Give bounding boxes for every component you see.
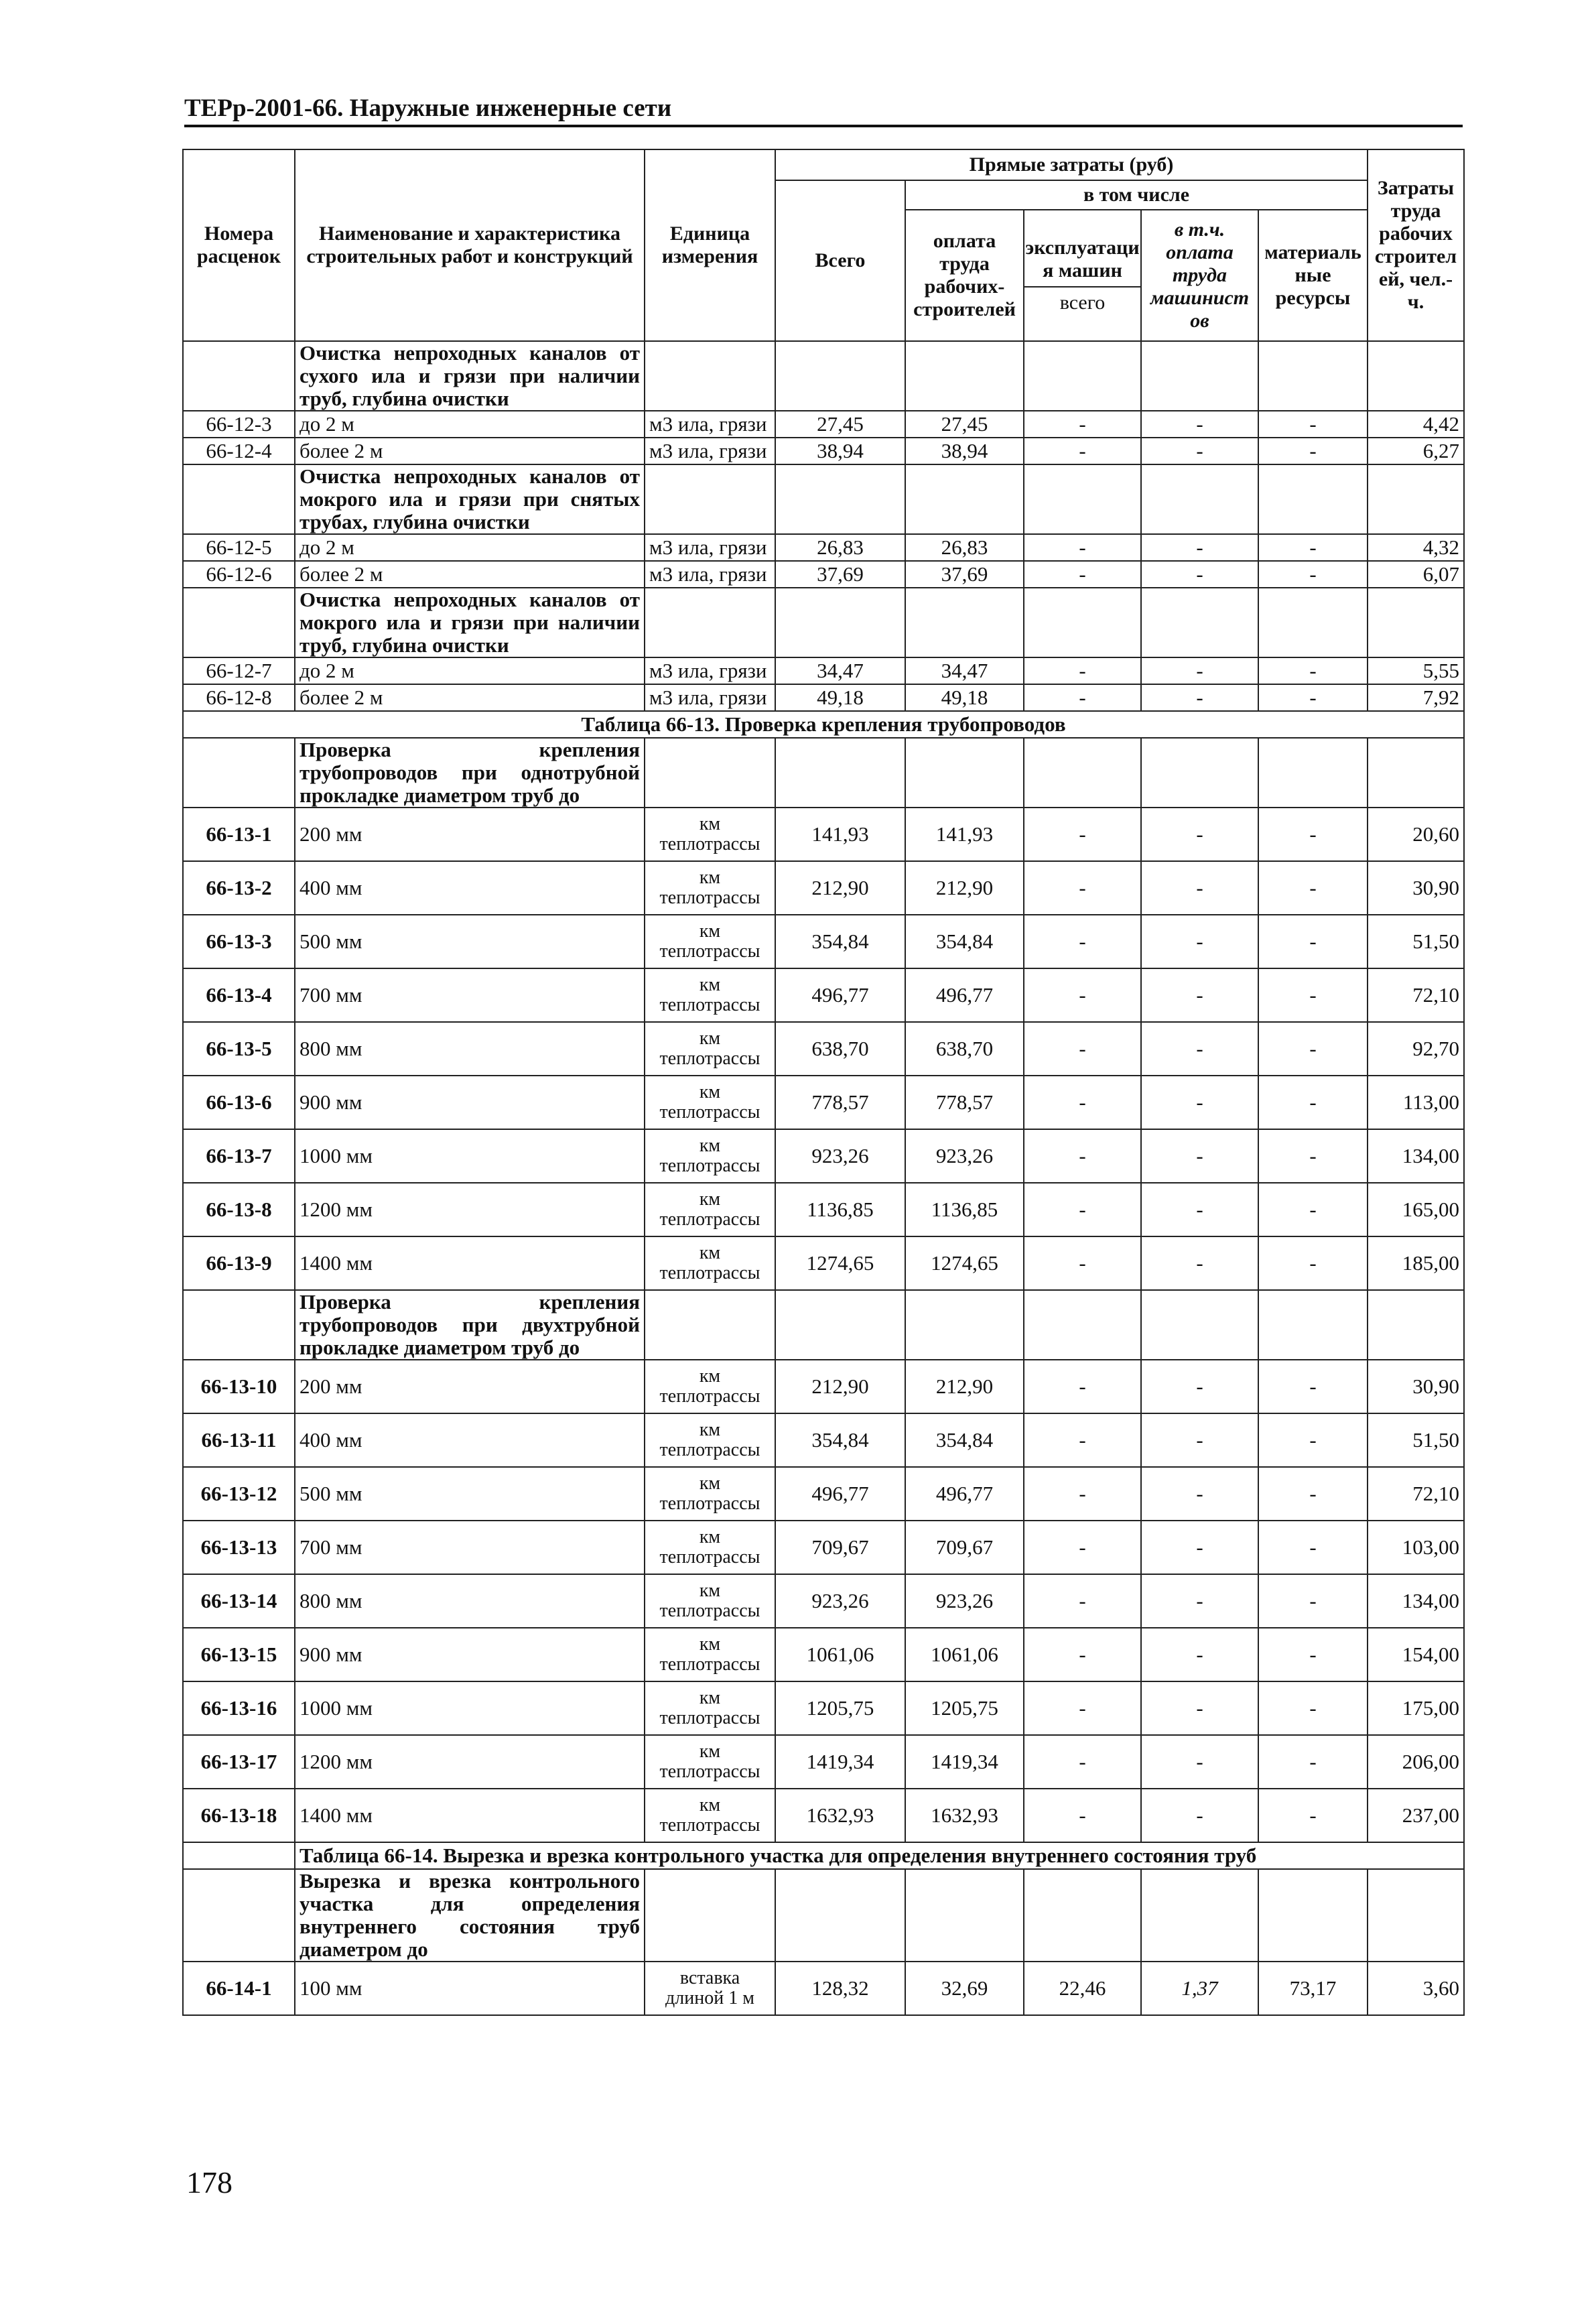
group-row [183,1290,1464,1360]
total-cost: 38,94 [775,438,905,464]
work-name: более 2 м [295,684,645,711]
col-code-header: Номера расценок [183,149,295,341]
labor-cost: 923,26 [905,1129,1024,1183]
table-row [183,1789,1464,1842]
table-row [183,1521,1464,1574]
labor-hours: 103,00 [1368,1521,1464,1574]
col-labor-header: оплата труда рабочих-строителей [905,210,1024,341]
work-name: 700 мм [295,1521,645,1574]
rate-code: 66-13-15 [183,1628,295,1681]
labor-hours: 72,10 [1368,1467,1464,1521]
machines-cost: - [1024,411,1141,438]
materials-cost: - [1258,1022,1368,1076]
machines-cost: - [1024,1681,1141,1735]
group-title: Очистка непроходных каналов от сухого ила и грязи при наличии труб, глубина очистки [295,341,645,411]
materials-cost: - [1258,1360,1368,1413]
unit: км теплотрассы [645,968,775,1022]
machines-cost: - [1024,438,1141,464]
machinist-cost: 1,37 [1141,1962,1258,2015]
work-name: 500 мм [295,915,645,968]
rate-code: 66-13-13 [183,1521,295,1574]
labor-cost: 32,69 [905,1962,1024,2015]
machines-cost: - [1024,1789,1141,1842]
machines-cost: - [1024,1521,1141,1574]
table-row [183,1129,1464,1183]
rate-code: 66-13-14 [183,1574,295,1628]
total-cost: 496,77 [775,1467,905,1521]
labor-cost: 1274,65 [905,1236,1024,1290]
table-row [183,411,1464,438]
total-cost: 923,26 [775,1129,905,1183]
labor-cost: 49,18 [905,684,1024,711]
group-title: Проверка крепления трубопроводов при двухтрубной прокладке диаметром труб до [295,1290,645,1360]
unit: км теплотрассы [645,1129,775,1183]
table-row [183,915,1464,968]
labor-hours: 165,00 [1368,1183,1464,1236]
unit: км теплотрассы [645,1574,775,1628]
machines-cost: - [1024,1129,1141,1183]
work-name: 700 мм [295,968,645,1022]
work-name: 900 мм [295,1076,645,1129]
machines-cost: 22,46 [1024,1962,1141,2015]
col-incl-header: в том числе [905,180,1368,210]
labor-cost: 1136,85 [905,1183,1024,1236]
table-row [183,1360,1464,1413]
machinist-cost: - [1141,1521,1258,1574]
col-unit-header: Единица измерения [645,149,775,341]
table-row [183,1681,1464,1735]
rate-code: 66-13-3 [183,915,295,968]
labor-hours: 7,92 [1368,684,1464,711]
materials-cost: - [1258,684,1368,711]
labor-cost: 496,77 [905,1467,1024,1521]
total-cost: 1419,34 [775,1735,905,1789]
materials-cost: - [1258,1076,1368,1129]
machinist-cost: - [1141,968,1258,1022]
table-row [183,1022,1464,1076]
table-caption: Таблица 66-14. Вырезка и врезка контрольного участка для определения внутреннего состояния труб [295,1842,1464,1869]
labor-cost: 923,26 [905,1574,1024,1628]
labor-cost: 212,90 [905,1360,1024,1413]
labor-cost: 38,94 [905,438,1024,464]
machinist-cost: - [1141,1360,1258,1413]
materials-cost: - [1258,561,1368,588]
total-cost: 212,90 [775,861,905,915]
group-row [183,738,1464,808]
machines-cost: - [1024,1022,1141,1076]
rate-code: 66-13-18 [183,1789,295,1842]
group-title: Вырезка и врезка контрольного участка для определения внутреннего состояния труб диаметром до [295,1869,645,1962]
labor-hours: 51,50 [1368,1413,1464,1467]
unit: км теплотрассы [645,1236,775,1290]
labor-hours: 92,70 [1368,1022,1464,1076]
machinist-cost: - [1141,657,1258,684]
unit: км теплотрассы [645,1360,775,1413]
machinist-cost: - [1141,1183,1258,1236]
work-name: 1000 мм [295,1681,645,1735]
rate-code: 66-13-12 [183,1467,295,1521]
machines-cost: - [1024,1236,1141,1290]
materials-cost: - [1258,1236,1368,1290]
table-row [183,534,1464,561]
materials-cost: - [1258,657,1368,684]
labor-hours: 237,00 [1368,1789,1464,1842]
machinist-cost: - [1141,861,1258,915]
machinist-cost: - [1141,1789,1258,1842]
table-row [183,438,1464,464]
labor-hours: 206,00 [1368,1735,1464,1789]
materials-cost: - [1258,1628,1368,1681]
labor-hours: 6,07 [1368,561,1464,588]
unit: м3 ила, грязи [645,534,775,561]
machines-cost: - [1024,1467,1141,1521]
col-labor-hours-header: Затраты труда рабочих строителей, чел.-ч. [1368,149,1464,341]
work-name: 1000 мм [295,1129,645,1183]
total-cost: 1136,85 [775,1183,905,1236]
materials-cost: - [1258,534,1368,561]
unit: км теплотрассы [645,1183,775,1236]
work-name: 200 мм [295,1360,645,1413]
total-cost: 638,70 [775,1022,905,1076]
labor-hours: 185,00 [1368,1236,1464,1290]
unit: м3 ила, грязи [645,684,775,711]
machinist-cost: - [1141,561,1258,588]
machines-cost: - [1024,861,1141,915]
machinist-cost: - [1141,1735,1258,1789]
machinist-cost: - [1141,915,1258,968]
materials-cost: - [1258,1681,1368,1735]
machinist-cost: - [1141,1413,1258,1467]
total-cost: 354,84 [775,915,905,968]
machines-cost: - [1024,1413,1141,1467]
labor-cost: 1205,75 [905,1681,1024,1735]
machinist-cost: - [1141,1628,1258,1681]
machinist-cost: - [1141,438,1258,464]
unit: м3 ила, грязи [645,411,775,438]
machines-cost: - [1024,1183,1141,1236]
work-name: более 2 м [295,561,645,588]
labor-hours: 5,55 [1368,657,1464,684]
machines-cost: - [1024,1076,1141,1129]
rate-code: 66-13-11 [183,1413,295,1467]
labor-hours: 72,10 [1368,968,1464,1022]
group-title: Очистка непроходных каналов от мокрого ила и грязи при наличии труб, глубина очистки [295,588,645,657]
unit: км теплотрассы [645,1413,775,1467]
work-name: 800 мм [295,1022,645,1076]
table-row [183,1574,1464,1628]
labor-cost: 212,90 [905,861,1024,915]
rate-code: 66-13-9 [183,1236,295,1290]
labor-cost: 354,84 [905,1413,1024,1467]
work-name: 900 мм [295,1628,645,1681]
labor-cost: 354,84 [905,915,1024,968]
labor-cost: 34,47 [905,657,1024,684]
total-cost: 1274,65 [775,1236,905,1290]
materials-cost: - [1258,1129,1368,1183]
labor-hours: 113,00 [1368,1076,1464,1129]
unit: м3 ила, грязи [645,438,775,464]
rate-code: 66-13-16 [183,1681,295,1735]
col-machines-label: эксплуатация машин [1024,237,1140,287]
machines-cost: - [1024,684,1141,711]
work-name: до 2 м [295,534,645,561]
unit: м3 ила, грязи [645,657,775,684]
machines-cost: - [1024,657,1141,684]
machines-cost: - [1024,561,1141,588]
table-row [183,1962,1464,2015]
total-cost: 923,26 [775,1574,905,1628]
table-caption: Таблица 66-13. Проверка крепления трубопроводов [183,711,1464,738]
total-cost: 1061,06 [775,1628,905,1681]
rate-code: 66-12-6 [183,561,295,588]
col-machines-header [1024,210,1141,341]
col-name-header: Наименование и характеристика строительных работ и конструкций [295,149,645,341]
work-name: до 2 м [295,657,645,684]
unit: км теплотрассы [645,861,775,915]
table-row [183,1076,1464,1129]
col-machines-total-label: всего [1059,292,1106,314]
table-row [183,1735,1464,1789]
materials-cost: 73,17 [1258,1962,1368,2015]
materials-cost: - [1258,861,1368,915]
labor-cost: 638,70 [905,1022,1024,1076]
total-cost: 1632,93 [775,1789,905,1842]
table-row [183,968,1464,1022]
labor-cost: 26,83 [905,534,1024,561]
work-name: более 2 м [295,438,645,464]
unit: м3 ила, грязи [645,561,775,588]
rate-code: 66-12-3 [183,411,295,438]
work-name: 1200 мм [295,1183,645,1236]
machinist-cost: - [1141,534,1258,561]
labor-hours: 134,00 [1368,1129,1464,1183]
unit: км теплотрассы [645,1076,775,1129]
machinist-cost: - [1141,411,1258,438]
materials-cost: - [1258,1183,1368,1236]
labor-hours: 134,00 [1368,1574,1464,1628]
machines-cost: - [1024,1574,1141,1628]
group-row [183,1869,1464,1962]
col-total-header: Всего [775,180,905,341]
labor-hours: 30,90 [1368,1360,1464,1413]
work-name: 200 мм [295,808,645,861]
table-caption-row [183,711,1464,738]
unit: км теплотрассы [645,915,775,968]
labor-hours: 20,60 [1368,808,1464,861]
materials-cost: - [1258,1521,1368,1574]
machines-cost: - [1024,968,1141,1022]
work-name: 1400 мм [295,1789,645,1842]
rate-code: 66-13-7 [183,1129,295,1183]
total-cost: 34,47 [775,657,905,684]
group-title: Проверка крепления трубопроводов при однотрубной прокладке диаметром труб до [295,738,645,808]
table-row [183,1413,1464,1467]
total-cost: 37,69 [775,561,905,588]
machines-cost: - [1024,808,1141,861]
materials-cost: - [1258,438,1368,464]
materials-cost: - [1258,1467,1368,1521]
group-title: Очистка непроходных каналов от мокрого ила и грязи при снятых трубах, глубина очистки [295,464,645,534]
machinist-cost: - [1141,684,1258,711]
total-cost: 141,93 [775,808,905,861]
group-row [183,464,1464,534]
labor-hours: 3,60 [1368,1962,1464,2015]
labor-cost: 709,67 [905,1521,1024,1574]
labor-cost: 778,57 [905,1076,1024,1129]
page-number: 178 [186,2165,232,2199]
labor-hours: 4,32 [1368,534,1464,561]
work-name: до 2 м [295,411,645,438]
materials-cost: - [1258,1574,1368,1628]
unit: км теплотрассы [645,1789,775,1842]
materials-cost: - [1258,915,1368,968]
materials-cost: - [1258,1735,1368,1789]
col-materials-header: материальные ресурсы [1258,210,1368,341]
labor-cost: 1419,34 [905,1735,1024,1789]
page-header: ТЕРр-2001-66. Наружные инженерные сети [184,92,1463,127]
rate-code: 66-13-2 [183,861,295,915]
machines-cost: - [1024,1735,1141,1789]
table-row [183,657,1464,684]
unit: км теплотрассы [645,1735,775,1789]
work-name: 400 мм [295,1413,645,1467]
materials-cost: - [1258,1789,1368,1842]
total-cost: 778,57 [775,1076,905,1129]
labor-hours: 175,00 [1368,1681,1464,1735]
machines-cost: - [1024,1360,1141,1413]
materials-cost: - [1258,968,1368,1022]
total-cost: 26,83 [775,534,905,561]
group-row [183,588,1464,657]
rate-code: 66-13-10 [183,1360,295,1413]
unit: км теплотрассы [645,808,775,861]
unit: км теплотрассы [645,1681,775,1735]
labor-hours: 154,00 [1368,1628,1464,1681]
table-row [183,1467,1464,1521]
total-cost: 212,90 [775,1360,905,1413]
table-row [183,808,1464,861]
rate-code: 66-13-5 [183,1022,295,1076]
labor-hours: 51,50 [1368,915,1464,968]
total-cost: 496,77 [775,968,905,1022]
materials-cost: - [1258,411,1368,438]
rate-code: 66-14-1 [183,1962,295,2015]
work-name: 1200 мм [295,1735,645,1789]
rate-code: 66-13-17 [183,1735,295,1789]
total-cost: 1205,75 [775,1681,905,1735]
labor-cost: 141,93 [905,808,1024,861]
machinist-cost: - [1141,1467,1258,1521]
labor-hours: 6,27 [1368,438,1464,464]
machines-cost: - [1024,1628,1141,1681]
total-cost: 49,18 [775,684,905,711]
table-head [183,149,1464,341]
machines-cost: - [1024,534,1141,561]
labor-hours: 4,42 [1368,411,1464,438]
total-cost: 709,67 [775,1521,905,1574]
table-row [183,684,1464,711]
rate-code: 66-13-6 [183,1076,295,1129]
unit: км теплотрассы [645,1521,775,1574]
machinist-cost: - [1141,1022,1258,1076]
work-name: 800 мм [295,1574,645,1628]
table-row [183,861,1464,915]
materials-cost: - [1258,808,1368,861]
machinist-cost: - [1141,1574,1258,1628]
machines-cost: - [1024,915,1141,968]
labor-hours: 30,90 [1368,861,1464,915]
machinist-cost: - [1141,1236,1258,1290]
table-row [183,1183,1464,1236]
work-name: 1400 мм [295,1236,645,1290]
total-cost: 27,45 [775,411,905,438]
unit: вставка длиной 1 м [645,1962,775,2015]
labor-cost: 1632,93 [905,1789,1024,1842]
total-cost: 354,84 [775,1413,905,1467]
rate-code: 66-13-8 [183,1183,295,1236]
unit: км теплотрассы [645,1628,775,1681]
rate-code: 66-12-5 [183,534,295,561]
rate-code: 66-13-1 [183,808,295,861]
col-direct-header: Прямые затраты (руб) [775,149,1368,180]
rate-code: 66-12-8 [183,684,295,711]
table-body [183,341,1464,2015]
machinist-cost: - [1141,1681,1258,1735]
group-row [183,341,1464,411]
labor-cost: 1061,06 [905,1628,1024,1681]
rate-code: 66-12-7 [183,657,295,684]
table-caption-row [183,1842,1464,1869]
total-cost: 128,32 [775,1962,905,2015]
table-row [183,561,1464,588]
unit: км теплотрассы [645,1022,775,1076]
machinist-cost: - [1141,1076,1258,1129]
rate-code: 66-13-4 [183,968,295,1022]
col-machinist-header: в т.ч. оплата труда машинистов [1141,210,1258,341]
work-name: 500 мм [295,1467,645,1521]
unit: км теплотрассы [645,1467,775,1521]
labor-cost: 37,69 [905,561,1024,588]
materials-cost: - [1258,1413,1368,1467]
labor-cost: 27,45 [905,411,1024,438]
labor-cost: 496,77 [905,968,1024,1022]
table-row [183,1628,1464,1681]
table-row [183,1236,1464,1290]
work-name: 400 мм [295,861,645,915]
machinist-cost: - [1141,808,1258,861]
machinist-cost: - [1141,1129,1258,1183]
rate-code: 66-12-4 [183,438,295,464]
rates-table [182,149,1465,2016]
work-name: 100 мм [295,1962,645,2015]
